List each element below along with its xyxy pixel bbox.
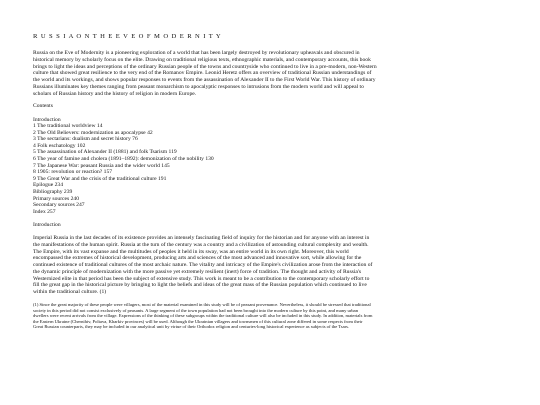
introduction-text: Imperial Russia in the last decades of its existence provides an intensely fascinating field of inquiry for the historian and for anyone with an interest in the manifestations of the human spirit. Russia at the turn of the century was a country and a civilization of astounding cultural complexity and wealth. The Empire, with its vast expanse and the multitudes of peoples it held in its sway, was an entire world in its own right. Moreover, this world encompassed the extremes of historical development, producing arts and sciences of the most advanced and innovative sort, while allowing for the continued existence of traditional cultures of the most archaic nature. The vitality and intricacy of the Empire's civilization arose from the interaction of the dynamic principle of modernization with the more passive yet extremely resilient (inert) force of tradition. The thought and activity of Russia's Westernized elite in that period has been the subject of extensive study. This work is meant to be a contribution to the contemporary scholarly effort to fill the great gap in the historical picture by bringing to light the beliefs and ideas of the great mass of the Russian population which continued to live within the traditional culture. (1) — [33, 235, 373, 296]
table-of-contents — [33, 117, 508, 216]
toc-entry: Bibliography 239 — [33, 189, 73, 196]
book-title: R U S S I A O N T H E E V E O F M O D E R N I T Y — [33, 33, 222, 40]
toc-entry: 9 The Great War and the crisis of the traditional culture 191 — [33, 175, 167, 182]
toc-entry: 5 The assassination of Alexander II (1881) and folk Tsarism 119 — [33, 149, 177, 156]
toc-entry: 8 1905: revolution or reaction? 157 — [33, 169, 113, 176]
toc-entry: 2 The Old Believers: modernization as apocalypse 42 — [33, 129, 153, 136]
toc-entry: Epilogue 234 — [33, 182, 63, 189]
book-abstract: Russia on the Eve of Modernity is a pioneering exploration of a world that has been largely destroyed by revolutionary upheavals and obscured in historical memory by scholarly focus on the elite. Drawing on traditional religious texts, ethnographic materials, and contemporary accounts, this book brings to light the ideas and perceptions of the ordinary Russian people of the towns and countryside who continued to live in a pre-modern, non-Western culture that showed great resilience to the very end of the Romanov Empire. Leonid Heretz offers an overview of traditional Russian understandings of the world and its workings, and shows popular responses to events from the assassination of Alexander II to the First World War. This history of ordinary Russians illuminates key themes ranging from peasant monarchism to apocalyptic responses to intrusions from the modern world and will appeal to scholars of Russian history and the history of religion in modern Europe. — [33, 50, 377, 97]
toc-entry: Secondary sources 247 — [33, 202, 85, 209]
toc-entry: 6 The year of famine and cholera (1891–1892): demonization of the nobility 130 — [33, 156, 214, 163]
toc-entry: 4 Folk eschatology 102 — [33, 142, 86, 149]
toc-entry: Primary sources 240 — [33, 195, 79, 202]
introduction-heading: Introduction — [33, 221, 61, 228]
toc-entry: Introduction — [33, 116, 61, 123]
toc-entry: Index 257 — [33, 208, 56, 215]
toc-entry: 7 The Japanese War: peasant Russia and the wider world 145 — [33, 162, 170, 169]
footnote: (1) Since the great majority of these people were villagers, most of the material examined in this study will be of peasant provenance. Nevertheless, it should be stressed that traditional society in this period did not consist exclusively of peasants. A large segment of the town population had not been brought into the modern culture by this point, and many urban dwellers were recent arrivals from the village. Expressions of the thinking of these subgroups within the traditional culture will also be included in this study. In addition, materials from the Eastern Ukraine (Chernihiv, Poltava, Kharkiv provinces) will be used. Although the Ukrainian villagers and townsmen of this cultural zone differed in some respects from their Great Russian counterparts, they may be included in our analytical unit by virtue of their Orthodox religion and centuries-long historical experience as subjects of the Tsars. — [33, 301, 373, 330]
contents-heading: Contents — [33, 103, 53, 110]
toc-entry: 3 The sectarians: dualism and secret history 76 — [33, 136, 138, 143]
toc-entry: 1 The traditional worldview 14 — [33, 123, 103, 130]
